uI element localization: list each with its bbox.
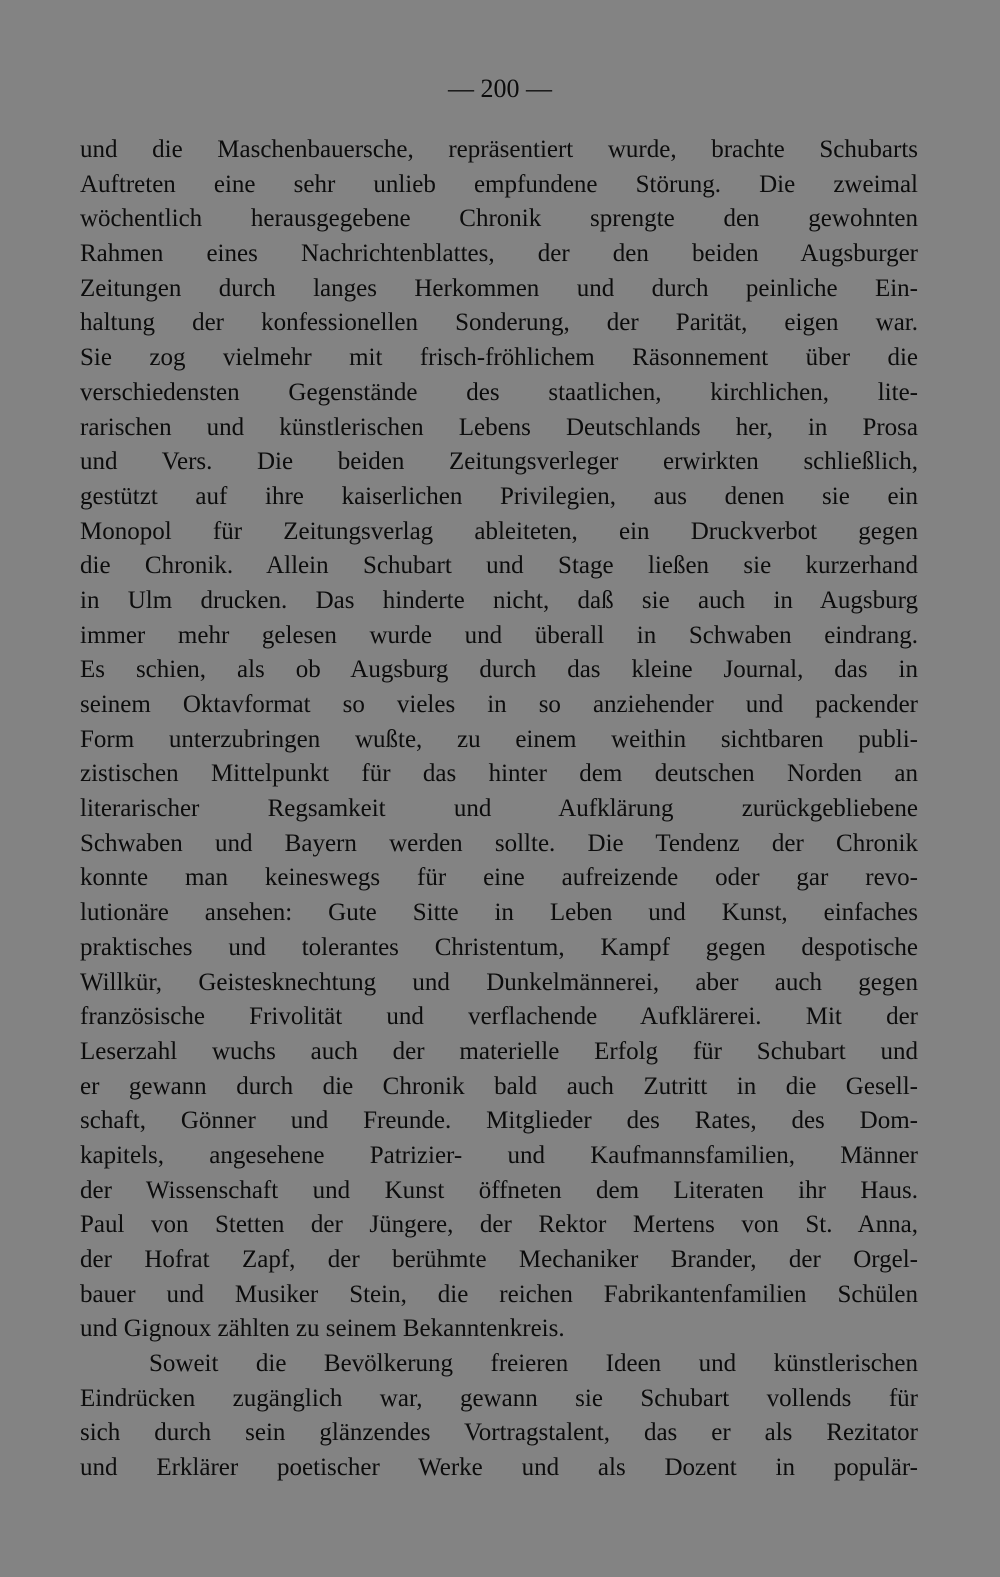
text-line: Paul von Stetten der Jüngere, der Rektor Mertens von St. Anna,	[80, 1211, 918, 1239]
text-line: der Hofrat Zapf, der berühmte Mechaniker Brander, der Orgel-	[80, 1246, 918, 1273]
text-line: sich durch sein glänzendes Vortragstalent, das er als Rezitator	[80, 1419, 918, 1447]
text-line: praktisches und tolerantes Christentum, Kampf gegen despotische	[80, 933, 918, 961]
text-line: und die Maschenbauersche, repräsentiert wurde, brachte Schubarts	[80, 136, 918, 163]
text-line: rarischen und künstlerischen Lebens Deutschlands her, in Prosa	[80, 413, 918, 441]
text-line: bauer und Musiker Stein, die reichen Fabrikantenfamilien Schülen	[80, 1280, 918, 1308]
text-line: Form unterzubringen wußte, zu einem weithin sichtbaren publi-	[80, 725, 918, 753]
text-line: Rahmen eines Nachrichtenblattes, der den beiden Augsburger	[80, 240, 918, 268]
paragraph	[80, 1347, 918, 1486]
text-line: immer mehr gelesen wurde und überall in Schwaben eindrang.	[80, 621, 918, 649]
text-line: haltung der konfessionellen Sonderung, der Parität, eigen war.	[80, 309, 918, 337]
text-line: zistischen Mittelpunkt für das hinter dem deutschen Norden an	[80, 760, 918, 788]
text-line: Monopol für Zeitungsverlag ableiteten, ein Druckverbot gegen	[80, 517, 918, 545]
text-line: Es schien, als ob Augsburg durch das kleine Journal, das in	[80, 656, 918, 684]
text-line: literarischer Regsamkeit und Aufklärung zurückgebliebene	[80, 795, 918, 823]
text-line: in Ulm drucken. Das hinderte nicht, daß sie auch in Augsburg	[80, 586, 918, 614]
text-line: lutionäre ansehen: Gute Sitte in Leben und Kunst, einfaches	[80, 899, 918, 927]
text-line: Willkür, Geistesknechtung und Dunkelmännerei, aber auch gegen	[80, 968, 918, 996]
text-line: kapitels, angesehene Patrizier- und Kaufmannsfamilien, Männer	[80, 1141, 918, 1169]
text-line: seinem Oktavformat so vieles in so anziehender und packender	[80, 691, 918, 718]
text-line: wöchentlich herausgegebene Chronik sprengte den gewohnten	[80, 205, 918, 233]
text-line: gestützt auf ihre kaiserlichen Privilegien, aus denen sie ein	[80, 482, 918, 510]
text-line: Zeitungen durch langes Herkommen und durch peinliche Ein-	[80, 274, 918, 302]
text-line: Leserzahl wuchs auch der materielle Erfolg für Schubart und	[80, 1037, 918, 1065]
text-line: Eindrücken zugänglich war, gewann sie Schubart vollends für	[80, 1384, 918, 1412]
paragraph	[80, 133, 918, 1347]
text-line: er gewann durch die Chronik bald auch Zutritt in die Gesell-	[80, 1072, 918, 1100]
page-number: — 200 —	[448, 74, 552, 103]
text-line: schaft, Gönner und Freunde. Mitglieder des Rates, des Dom-	[80, 1107, 918, 1135]
text-line: und Gignoux zählten zu seinem Bekanntenkreis.	[80, 1315, 565, 1343]
text-line: konnte man keineswegs für eine aufreizende oder gar revo-	[80, 864, 918, 892]
text-line: und Vers. Die beiden Zeitungsverleger erwirkten schließlich,	[80, 448, 918, 476]
text-line: Soweit die Bevölkerung freieren Ideen und künstlerischen	[149, 1350, 918, 1378]
text-line: und Erklärer poetischer Werke und als Dozent in populär-	[80, 1454, 918, 1482]
text-line: französische Frivolität und verflachende Aufklärerei. Mit der	[80, 1003, 918, 1031]
text-line: Schwaben und Bayern werden sollte. Die Tendenz der Chronik	[80, 829, 918, 857]
text-line: der Wissenschaft und Kunst öffneten dem Literaten ihr Haus.	[80, 1176, 918, 1204]
text-line: Sie zog vielmehr mit frisch-fröhlichem Räsonnement über die	[80, 344, 918, 372]
body-text	[80, 133, 918, 1486]
text-line: verschiedensten Gegenstände des staatlichen, kirchlichen, lite-	[80, 378, 918, 406]
text-line: Auftreten eine sehr unlieb empfundene Störung. Die zweimal	[80, 170, 918, 198]
text-line: die Chronik. Allein Schubart und Stage ließen sie kurzerhand	[80, 552, 918, 580]
